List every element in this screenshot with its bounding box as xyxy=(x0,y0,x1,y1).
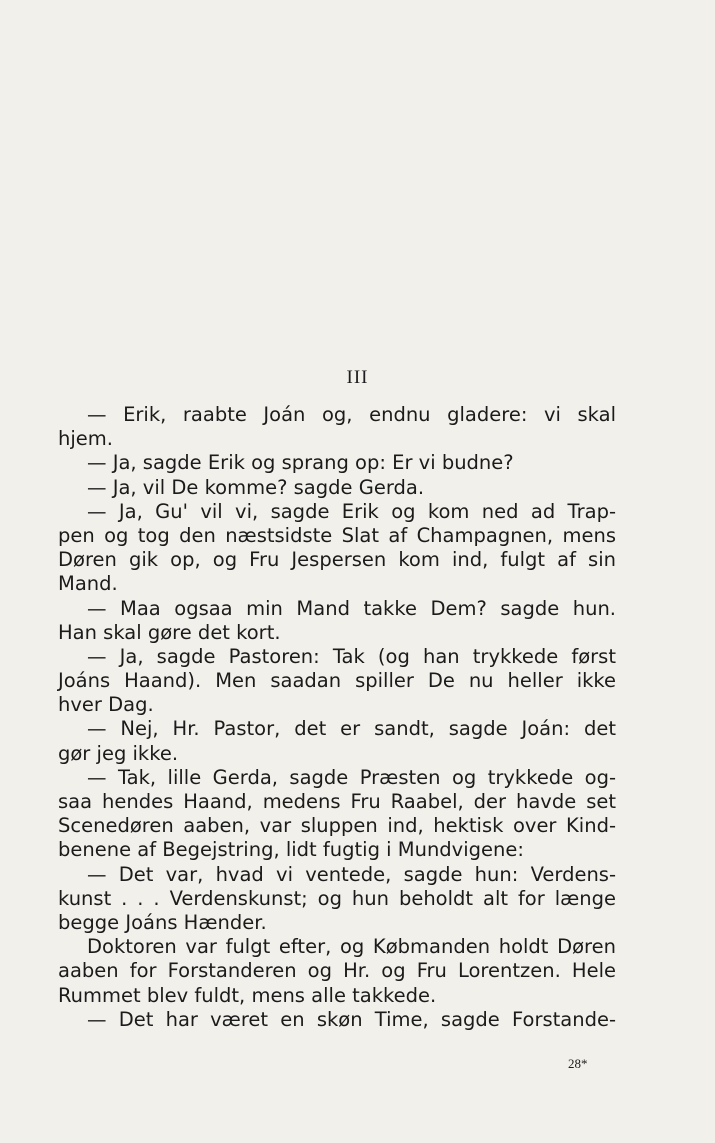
chapter-heading: III xyxy=(346,367,369,388)
text-line: — Ja, sagde Pastoren: Tak (og han trykkede først xyxy=(87,644,616,668)
body-text xyxy=(58,403,616,1032)
text-line: aaben for Forstanderen og Hr. og Fru Lorentzen. Hele xyxy=(58,959,616,983)
text-line: pen og tog den næstsidste Slat af Champagnen, mens xyxy=(58,523,616,547)
text-line: kunst . . . Verdenskunst; og hun beholdt alt for længe xyxy=(58,886,616,910)
text-line: hjem. xyxy=(58,427,113,451)
text-line: Mand. xyxy=(58,572,118,596)
text-line: Doktoren var fulgt efter, og Købmanden holdt Døren xyxy=(87,935,616,959)
text-line: saa hendes Haand, medens Fru Raabel, der havde set xyxy=(58,790,616,813)
text-line: begge Joáns Hænder. xyxy=(58,910,267,934)
text-line: Joáns Haand). Men saadan spiller De nu heller ikke xyxy=(58,669,616,693)
text-line: Han skal gøre det kort. xyxy=(58,620,281,644)
text-line: — Ja, Gu' vil vi, sagde Erik og kom ned ad Trap- xyxy=(87,499,616,523)
text-line: hver Dag. xyxy=(58,693,154,717)
text-line: benene af Begejstring, lidt fugtig i Mundvigene: xyxy=(58,838,524,862)
text-line: Døren gik op, og Fru Jespersen kom ind, fulgt af sin xyxy=(58,548,616,572)
text-line: — Tak, lille Gerda, sagde Præsten og trykkede og- xyxy=(87,765,616,789)
text-line: — Erik, raabte Joán og, endnu gladere: vi skal xyxy=(87,403,616,426)
text-line: — Ja, sagde Erik og sprang op: Er vi budne? xyxy=(87,451,514,475)
text-line: — Ja, vil De komme? sagde Gerda. xyxy=(87,475,425,499)
text-line: — Nej, Hr. Pastor, det er sandt, sagde Joán: det xyxy=(87,717,616,741)
text-line: Scenedøren aaben, var sluppen ind, hektisk over Kind- xyxy=(58,814,616,838)
text-line: — Maa ogsaa min Mand takke Dem? sagde hun. xyxy=(87,596,616,620)
text-line: — Det har været en skøn Time, sagde Forstande- xyxy=(87,1007,616,1031)
signature-mark: 28* xyxy=(568,1056,588,1071)
text-line: — Det var, hvad vi ventede, sagde hun: Verdens- xyxy=(87,862,616,886)
text-line: Rummet blev fuldt, mens alle takkede. xyxy=(58,983,437,1007)
text-line: gør jeg ikke. xyxy=(58,741,179,765)
